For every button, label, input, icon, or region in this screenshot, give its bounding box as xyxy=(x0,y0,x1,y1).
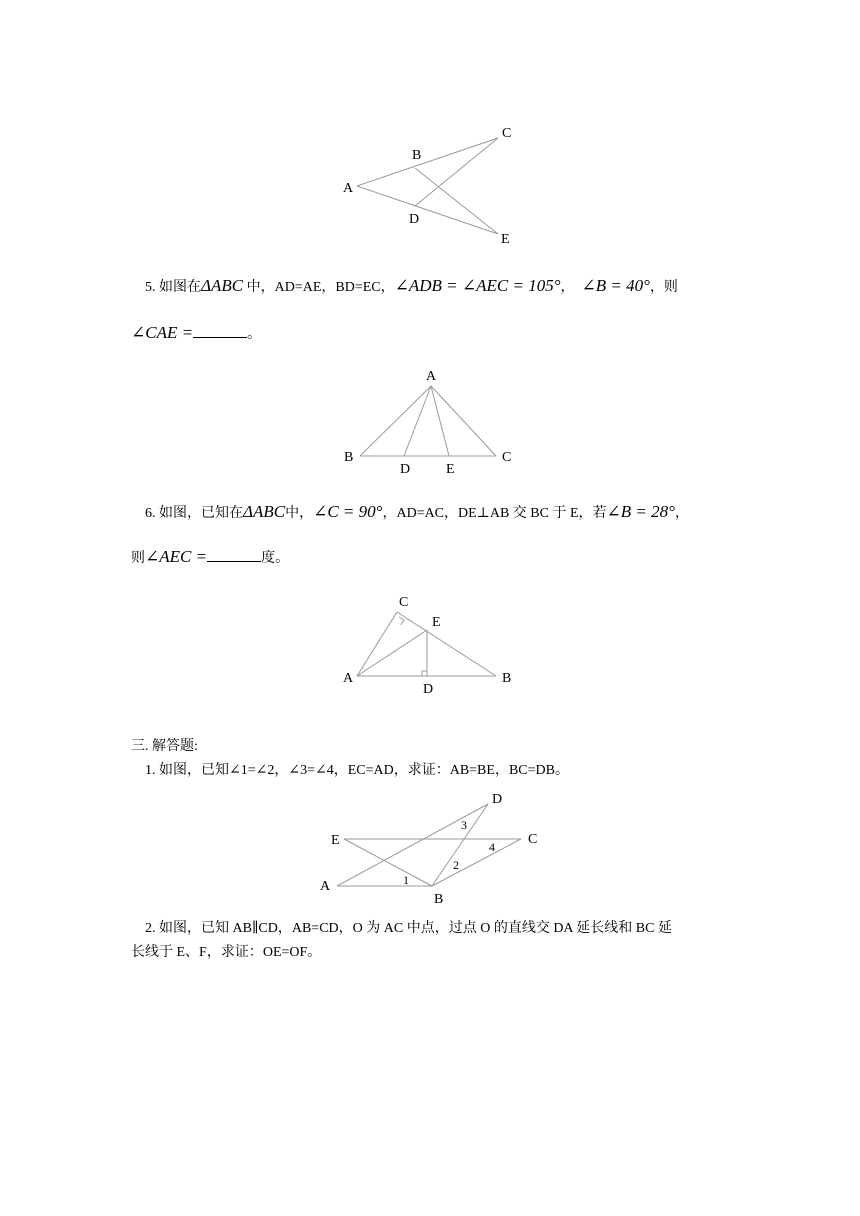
label-d: D xyxy=(409,212,420,227)
segment-bd xyxy=(432,804,488,886)
label-c: C xyxy=(528,832,538,847)
solve-question-2-line-1: 2. 如图，已知 AB∥CD，AB=CD，O 为 AC 中点，过点 O 的直线交 DA 延长线和 BC 延 xyxy=(145,921,672,936)
q5-end: 。 xyxy=(247,327,262,342)
q6-triangle: ΔABC xyxy=(243,502,286,521)
q5-answer-angle: ∠CAE = xyxy=(131,323,194,342)
angle-label-4: 4 xyxy=(489,840,495,854)
q6-mid-2: ，AD=AC，DE⊥AB 交 BC 于 E，若 xyxy=(382,506,607,521)
label-c: C xyxy=(399,595,409,610)
q5-suffix: ，则 xyxy=(649,280,678,295)
label-a: A xyxy=(426,369,437,384)
q5-triangle: ΔABC xyxy=(201,276,244,295)
q5-mid: 中，AD=AE，BD=EC， xyxy=(243,280,395,295)
q6-angle-2: ∠B = 28° xyxy=(606,502,675,521)
label-e: E xyxy=(446,462,455,477)
label-a: A xyxy=(343,671,354,686)
angle-label-3: 3 xyxy=(461,818,467,832)
label-d: D xyxy=(492,792,503,807)
segment-ad xyxy=(337,804,488,886)
q6-answer-angle: ∠AEC = xyxy=(145,547,208,566)
q6-prefix: 6. 如图，已知在 xyxy=(145,506,243,521)
label-e: E xyxy=(331,833,340,848)
label-e: E xyxy=(501,232,510,247)
q5-angle-2: ∠B = 40° xyxy=(581,276,650,295)
q6-mid-1: 中， xyxy=(285,506,314,521)
label-b: B xyxy=(412,148,422,163)
label-e: E xyxy=(432,615,441,630)
q6-angle-1: ∠C = 90° xyxy=(313,502,383,521)
solve-question-1: 1. 如图，已知∠1=∠2，∠3=∠4，EC=AD，求证：AB=BE，BC=DB。 xyxy=(145,763,569,778)
q6-line2-prefix: 则 xyxy=(131,551,145,566)
q6-suffix: ， xyxy=(674,506,689,521)
label-b: B xyxy=(344,450,354,465)
label-b: B xyxy=(434,892,444,907)
q5-sep: ， xyxy=(560,280,575,295)
label-c: C xyxy=(502,126,512,141)
segment-eb xyxy=(344,839,432,886)
q5-prefix: 5. 如图在 xyxy=(145,280,201,295)
q5-angle-1: ∠ADB = ∠AEC = 105° xyxy=(394,276,561,295)
section-3-heading: 三. 解答题: xyxy=(131,739,198,754)
q6-end: 度。 xyxy=(261,551,290,566)
label-a: A xyxy=(343,181,354,196)
label-b: B xyxy=(502,671,512,686)
label-d: D xyxy=(423,682,434,697)
angle-label-1: 1 xyxy=(403,873,409,887)
segment-bc xyxy=(432,839,521,886)
label-d: D xyxy=(400,462,411,477)
solve-question-2-line-2: 长线于 E、F，求证：OE=OF。 xyxy=(131,945,322,960)
label-a: A xyxy=(320,879,331,894)
angle-label-2: 2 xyxy=(453,858,459,872)
label-c: C xyxy=(502,450,512,465)
